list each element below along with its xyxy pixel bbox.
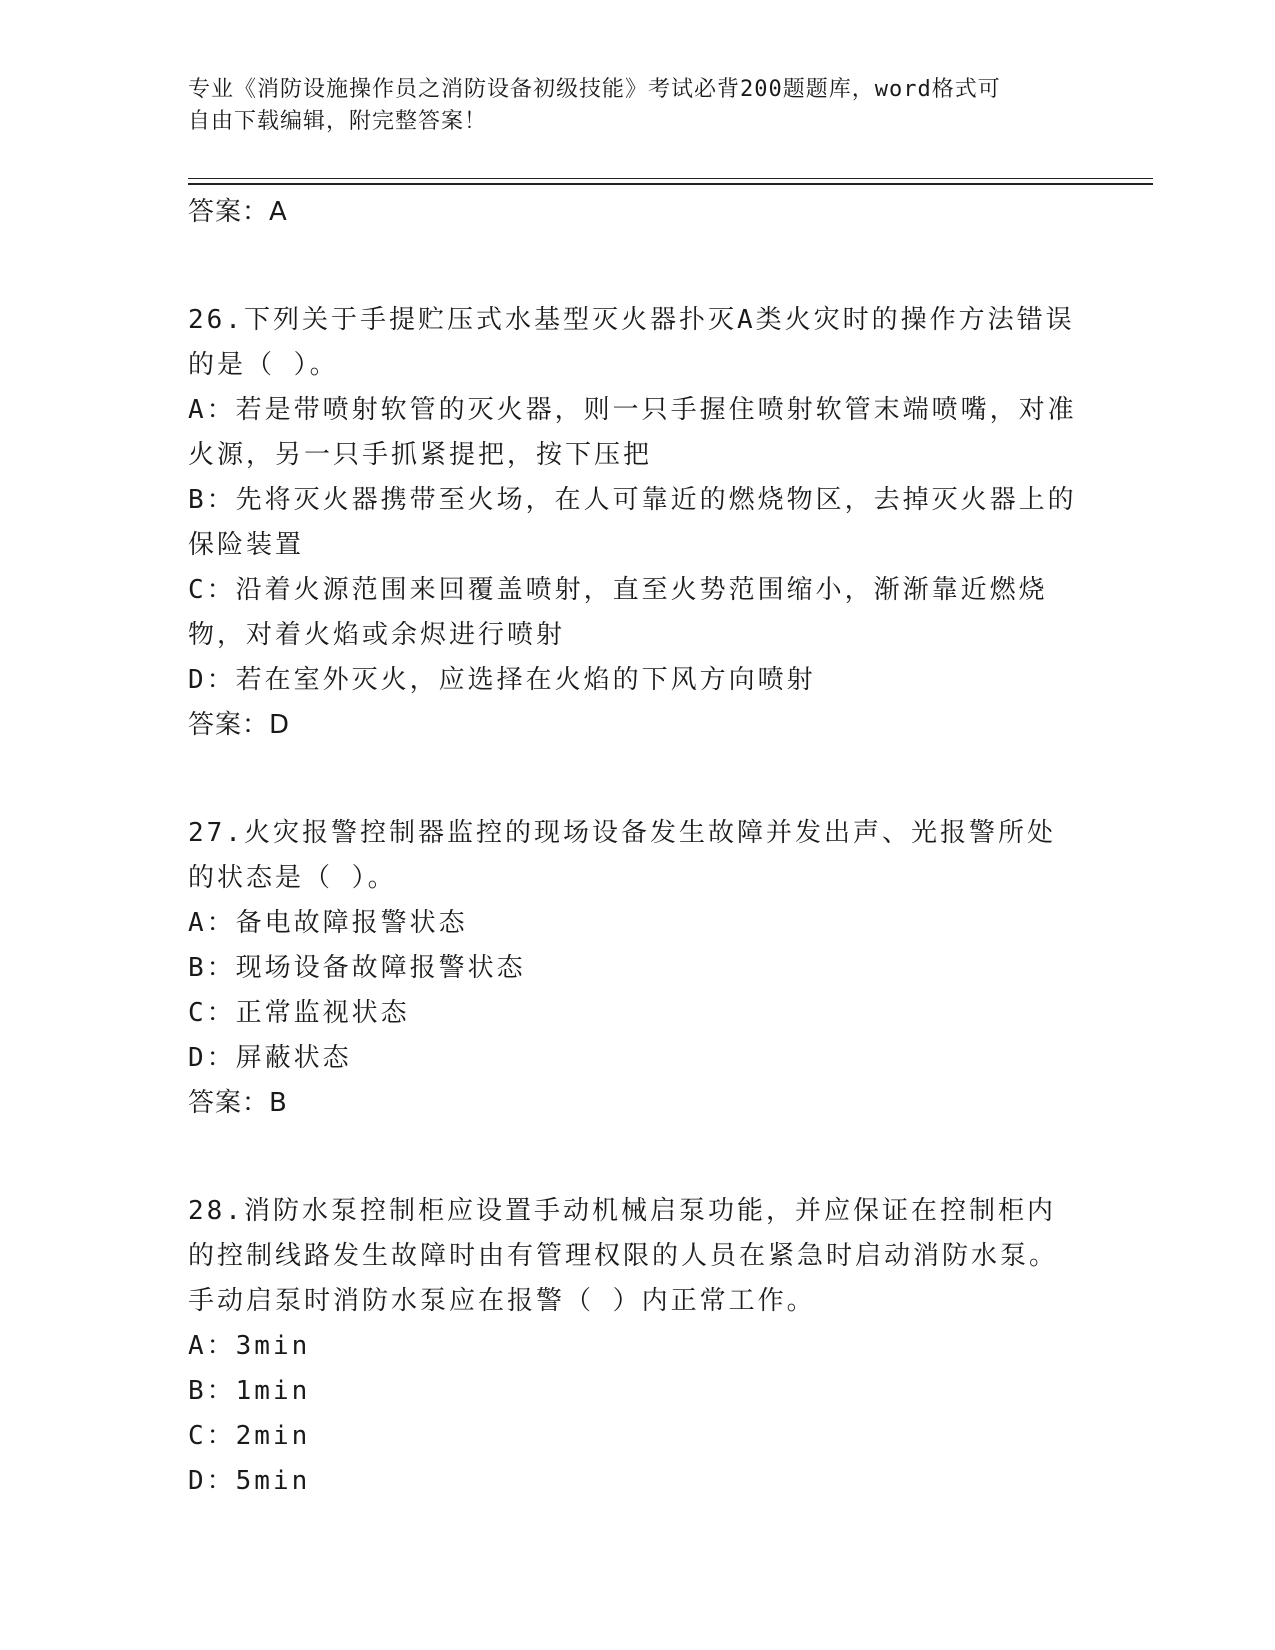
- option-a: A：若是带喷射软管的灭火器，则一只手握住喷射软管末端喷嘴，对准火源，另一只手抓紧提把，按下压把: [188, 395, 1077, 470]
- option-c: C：正常监视状态: [188, 998, 410, 1028]
- option-b: B：1min: [188, 1376, 311, 1406]
- header-line-1: 专业《消防设施操作员之消防设备初级技能》考试必背200题题库，word格式可: [188, 77, 1001, 102]
- question-stem: 26.下列关于手提贮压式水基型灭火器扑灭A类火灾时的操作方法错误的是（ ）。: [188, 305, 1075, 380]
- option-b: B：先将灭火器携带至火场，在人可靠近的燃烧物区，去掉灭火器上的保险装置: [188, 485, 1077, 560]
- document-header: [188, 74, 1068, 138]
- question-stem: 27.火灾报警控制器监控的现场设备发生故障并发出声、光报警所处的状态是（ ）。: [188, 818, 1056, 893]
- question-27: [188, 807, 1078, 1125]
- spacer: [188, 747, 1078, 807]
- question-list: [188, 190, 1078, 1504]
- option-a: A：3min: [188, 1331, 311, 1361]
- answer: 答案：D: [188, 710, 291, 740]
- question-26: [188, 294, 1078, 747]
- header-divider-thin: [188, 178, 1153, 179]
- spacer: [188, 234, 1078, 294]
- option-d: D：5min: [188, 1466, 311, 1496]
- option-a: A：备电故障报警状态: [188, 908, 468, 938]
- header-divider-thick: [188, 183, 1153, 185]
- question-28: [188, 1185, 1078, 1504]
- spacer: [188, 1125, 1078, 1185]
- option-d: D：屏蔽状态: [188, 1043, 352, 1073]
- option-d: D：若在室外灭火，应选择在火焰的下风方向喷射: [188, 665, 816, 695]
- option-b: B：现场设备故障报警状态: [188, 953, 526, 983]
- answer-q25: 答案：A: [188, 197, 288, 227]
- question-stem: 28.消防水泵控制柜应设置手动机械启泵功能，并应保证在控制柜内的控制线路发生故障时由有管理权限的人员在紧急时启动消防水泵。手动启泵时消防水泵应在报警（ ）内正常工作。: [188, 1196, 1059, 1316]
- answer: 答案：B: [188, 1088, 288, 1118]
- option-c: C：2min: [188, 1421, 311, 1451]
- header-line-2: 自由下载编辑，附完整答案！: [188, 109, 488, 134]
- option-c: C：沿着火源范围来回覆盖喷射，直至火势范围缩小，渐渐靠近燃烧物，对着火焰或余烬进行喷射: [188, 575, 1048, 650]
